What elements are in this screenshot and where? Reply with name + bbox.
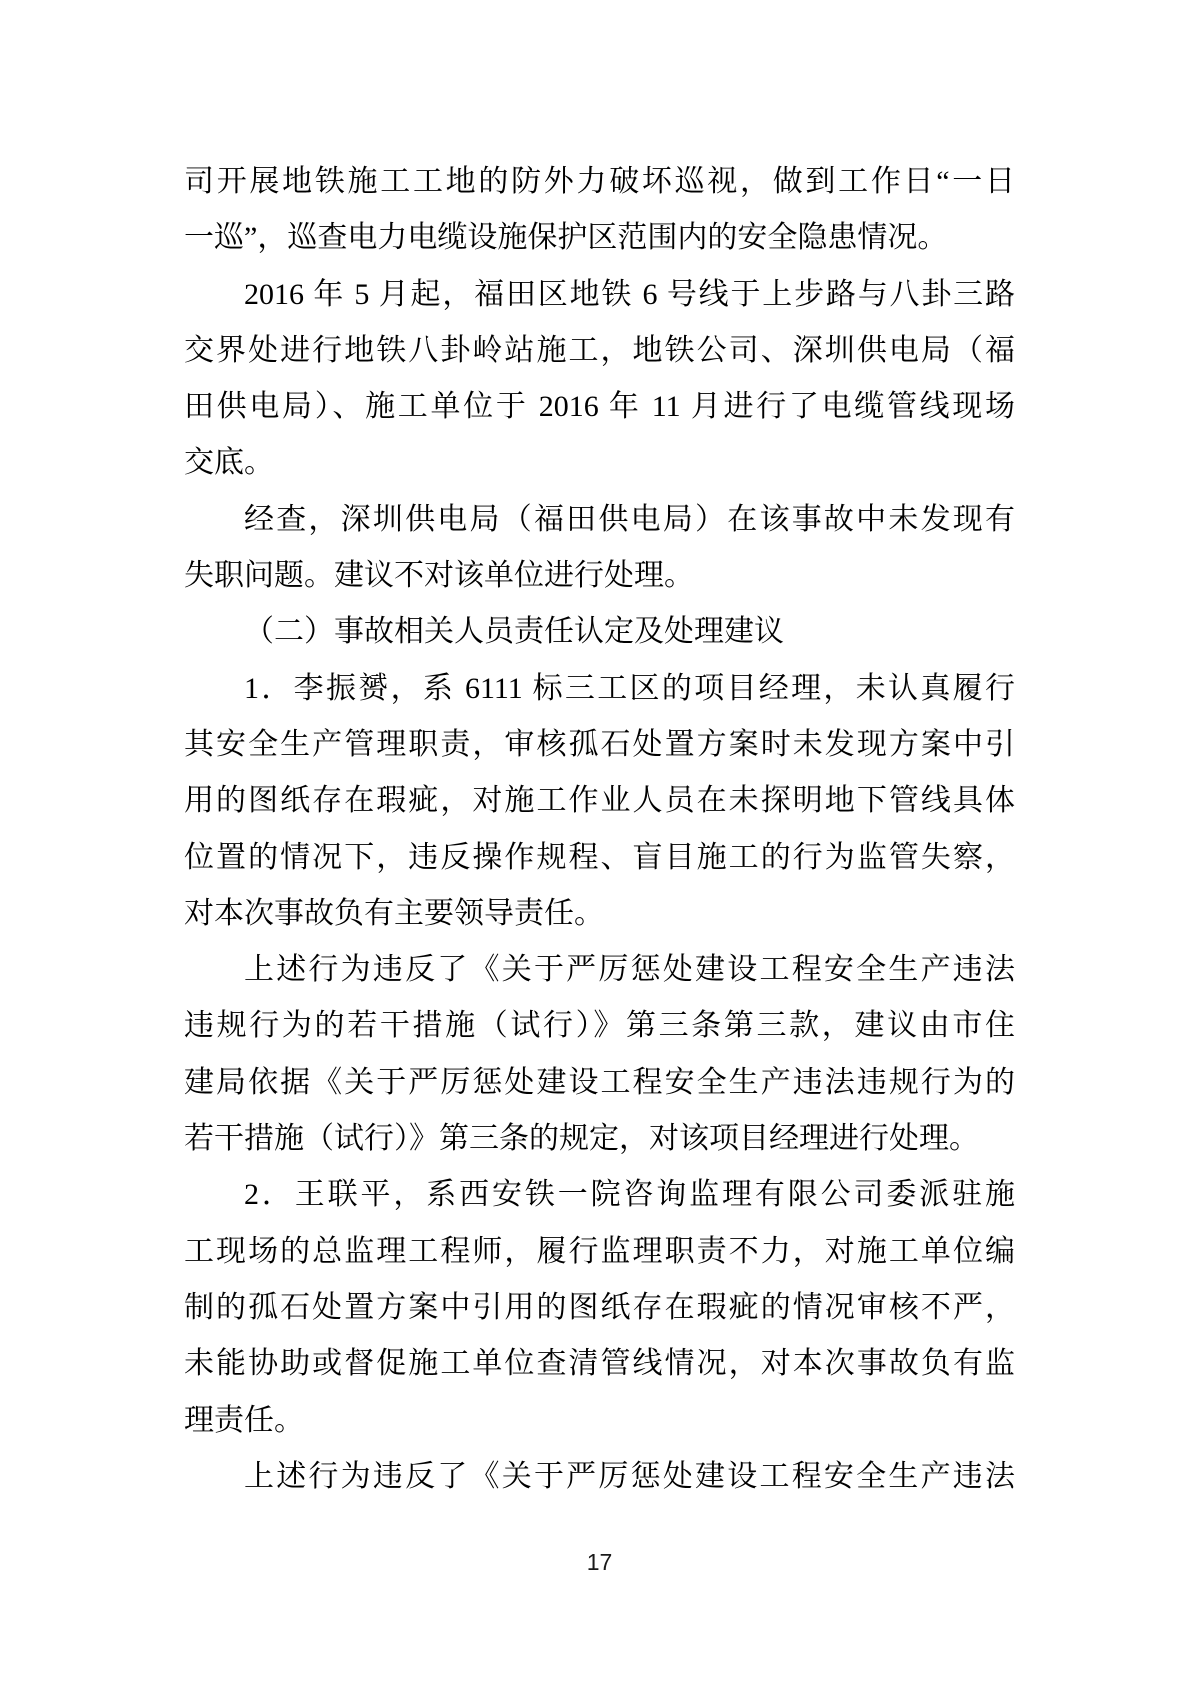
text-line: 制的孤石处置方案中引用的图纸存在瑕疵的情况审核不严，: [184, 1290, 1015, 1324]
text-line: 位置的情况下，违反操作规程、盲目施工的行为监管失察，: [184, 840, 1015, 874]
text-line: 用的图纸存在瑕疵，对施工作业人员在未探明地下管线具体: [184, 784, 1015, 818]
text-line: 司开展地铁施工工地的防外力破坏巡视，做到工作日“一日: [184, 165, 1015, 198]
text-line: 其安全生产管理职责，审核孤石处置方案时未发现方案中引: [184, 727, 1015, 761]
text-line: 交界处进行地铁八卦岭站施工，地铁公司、深圳供电局（福: [184, 333, 1015, 367]
text-line: 田供电局）、施工单位于 2016 年 11 月进行了电缆管线现场: [184, 390, 1015, 424]
text-line: 失职问题。建议不对该单位进行处理。: [184, 559, 694, 593]
text-line: 1．李振赟，系 6111 标三工区的项目经理，未认真履行: [244, 671, 1015, 705]
text-line: 上述行为违反了《关于严厉惩处建设工程安全生产违法: [244, 953, 1015, 987]
text-line: 上述行为违反了《关于严厉惩处建设工程安全生产违法: [244, 1459, 1015, 1493]
text-line: 违规行为的若干措施（试行）》第三条第三款，建议由市住: [184, 1009, 1015, 1043]
text-line: 对本次事故负有主要领导责任。: [184, 896, 604, 930]
text-line: 建局依据《关于严厉惩处建设工程安全生产违法违规行为的: [184, 1065, 1015, 1099]
text-line: 若干措施（试行）》第三条的规定，对该项目经理进行处理。: [184, 1122, 979, 1156]
text-line: 理责任。: [184, 1403, 304, 1437]
text-line: 经查，深圳供电局（福田供电局）在该事故中未发现有: [244, 502, 1015, 536]
text-line: 未能协助或督促施工单位查清管线情况，对本次事故负有监: [184, 1347, 1015, 1381]
text-line: 2016 年 5 月起，福田区地铁 6 号线于上步路与八卦三路: [244, 277, 1015, 311]
document-text: [184, 154, 1015, 1505]
text-line: 交底。: [184, 446, 274, 480]
text-line: （二）事故相关人员责任认定及处理建议: [244, 615, 784, 649]
text-line: 工现场的总监理工程师，履行监理职责不力，对施工单位编: [184, 1234, 1015, 1268]
text-line: 一巡”，巡查电力电缆设施保护区范围内的安全隐患情况。: [184, 221, 948, 255]
text-line: 2．王联平，系西安铁一院咨询监理有限公司委派驻施: [244, 1178, 1015, 1212]
page-number: 17: [586, 1549, 613, 1575]
